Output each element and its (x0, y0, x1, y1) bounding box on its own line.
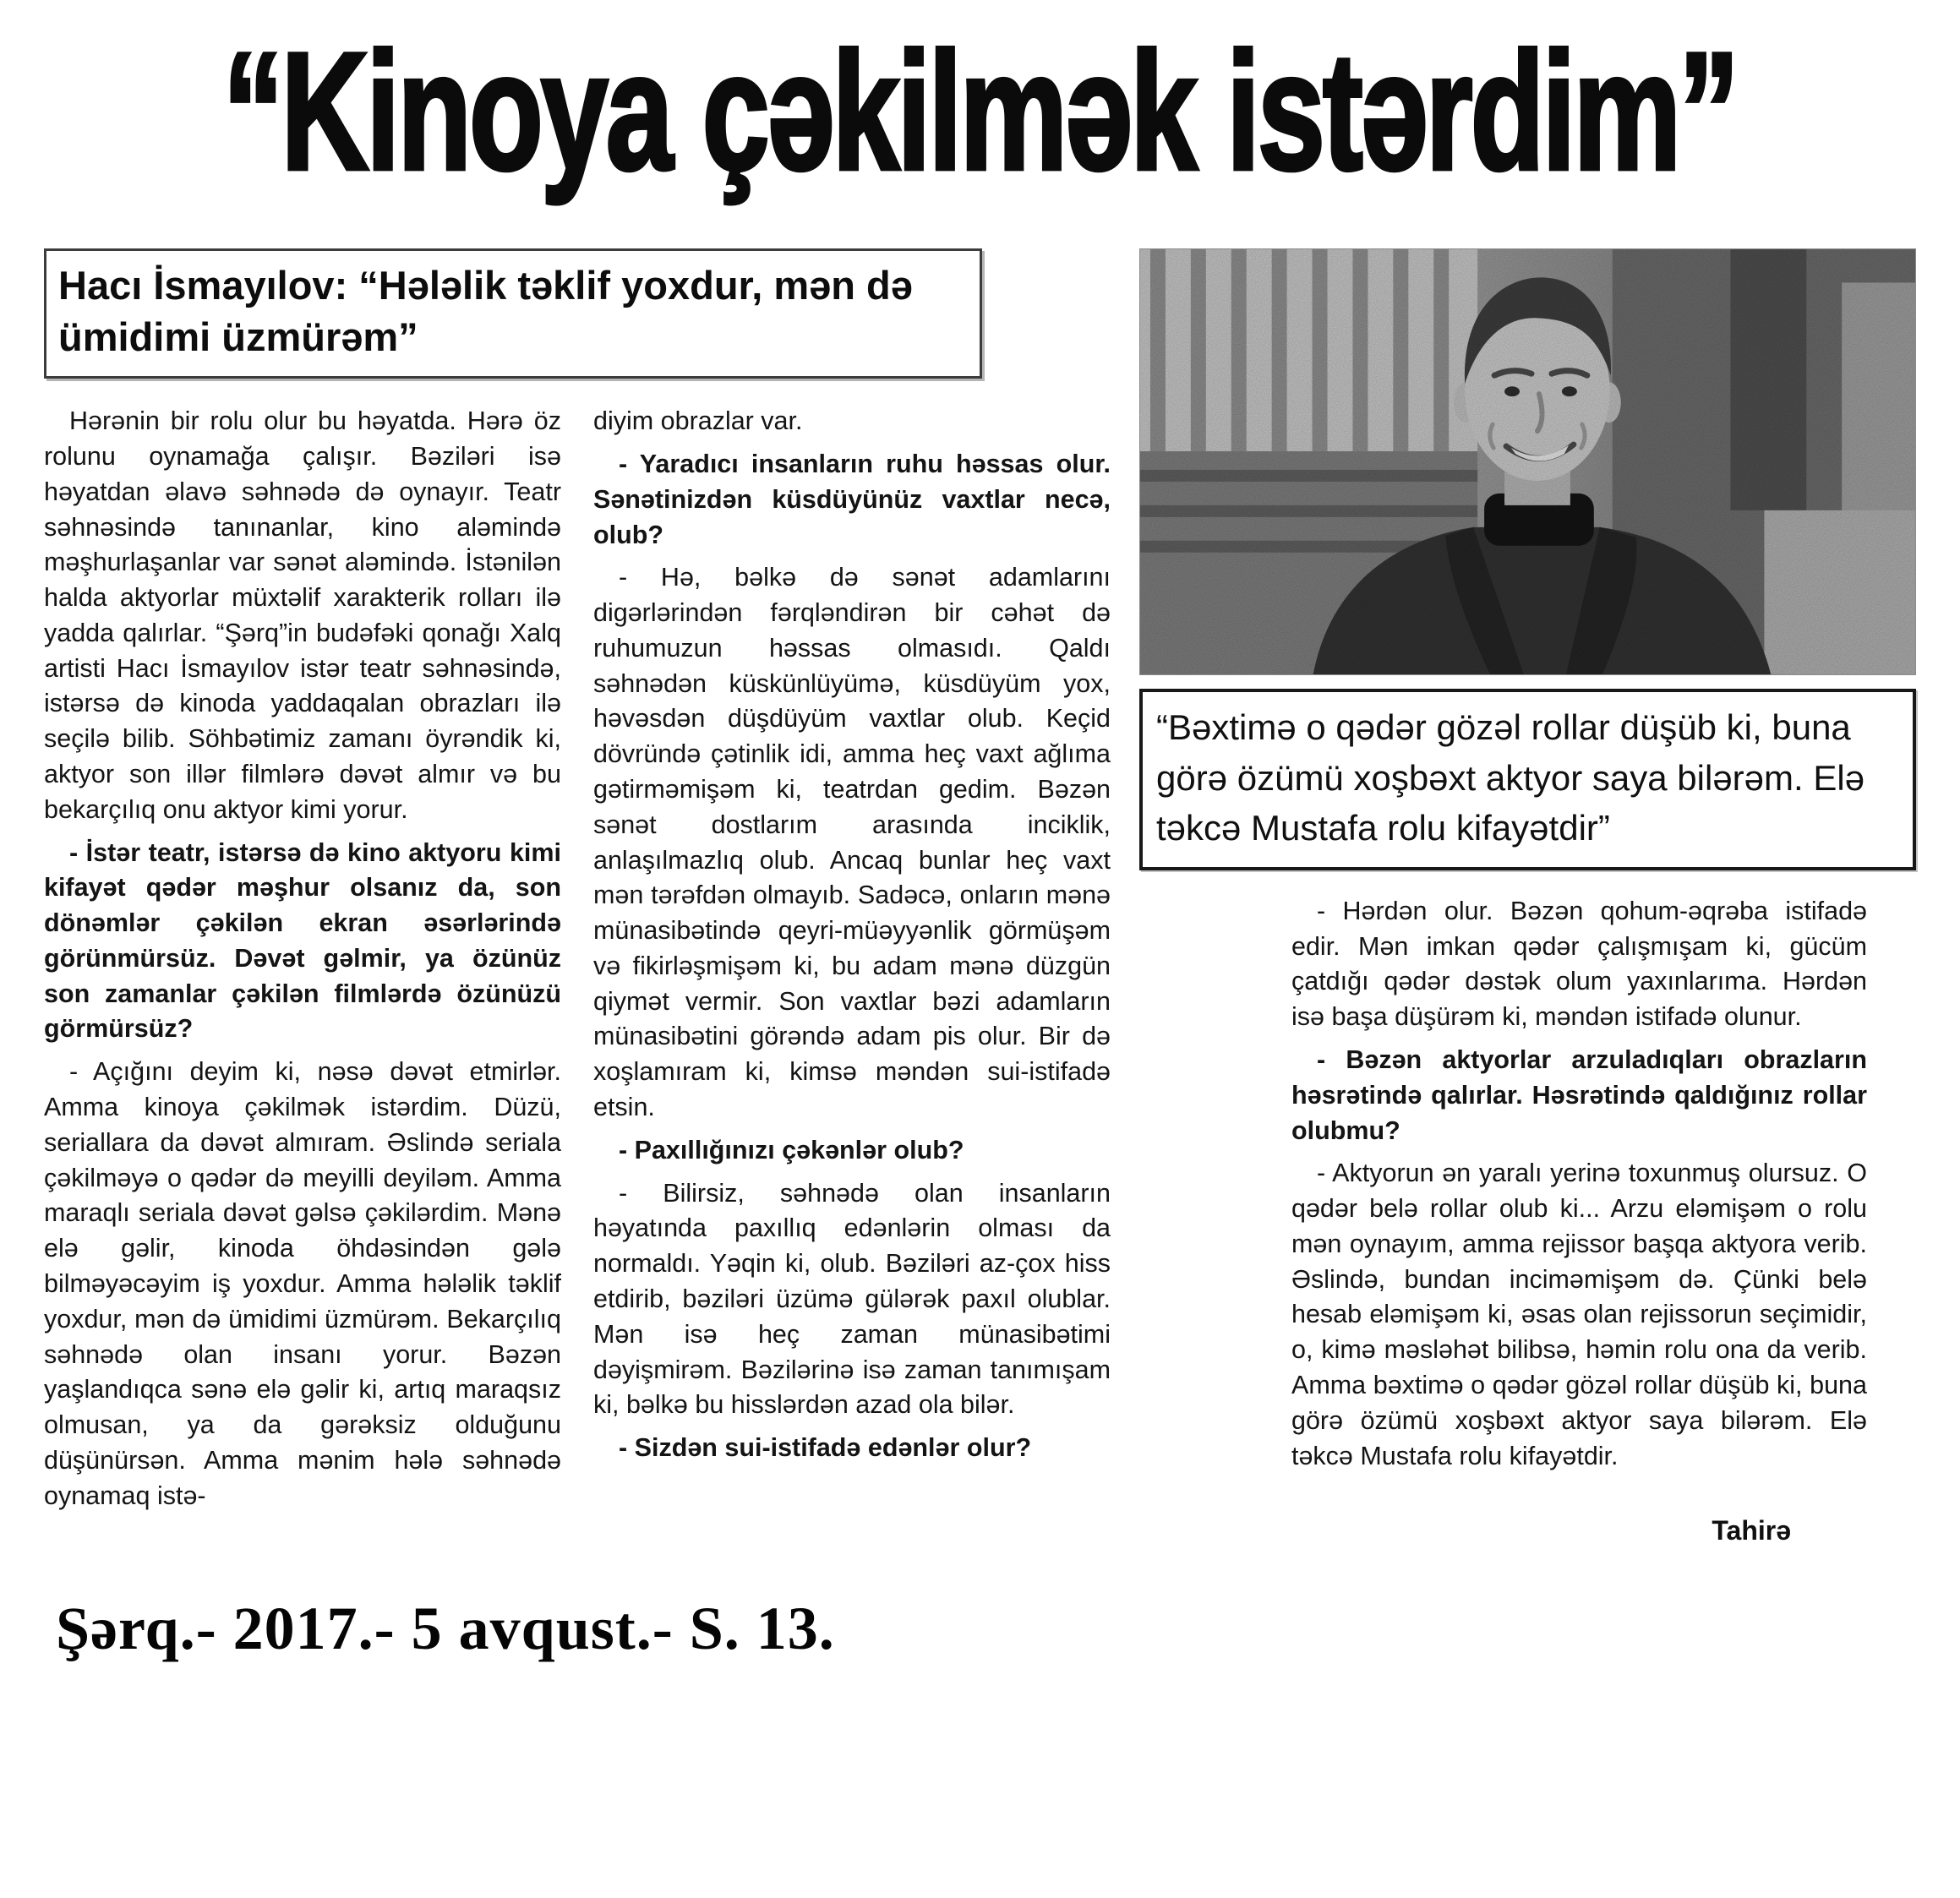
source-citation: Şərq.- 2017.- 5 avqust.- S. 13. (56, 1595, 835, 1663)
answer-paragraph: - Aktyorun ən yaralı yerinə toxunmuş olursuz. O qədər belə rollar olub ki... Arzu eləmişəm o rolu mən oynayım, amma rejissor başqa aktyora verib. Əslində, bundan inciməmişəm də. Çünki belə hesab eləmişəm ki, əsas olan rejissorun seçimidir, o, kimə məsləhət bilibsə, həmin rolu ona da verib. Amma bəxtimə o qədər gözəl rollar düşüb ki, buna görə özümü xoşbəxt aktyor saya bilərəm. Elə təkcə Mustafa rolu kifayətdir. (1291, 1159, 1867, 1470)
headline: “Kinoya çəkilmək istərdim” (222, 18, 1738, 205)
answer-paragraph: - Hə, bəlkə də sənət adamlarını digərlərindən fərqləndirən bir cəhət də ruhumuzun həssas olmasıdı. Qaldı səhnədən küskünlüyümə, küsdüyüm yox, həvəsdən düşdüyüm vaxtlar olub. Keçid dövründə çətinlik idi, amma heç vaxt ağlıma gətirməmişəm ki, teatrdan gedim. Bəzən sənət dostlarım arasında inciklik, anlaşılmazlıq olub. Ancaq bunlar heç vaxt mən tərəfdən olmayıb. Sadəcə, onların mənə münasibətində qeyri-müəyyənlik görmüşəm və fikirləşmişəm ki, bu adam mənə düzgün qiymət vermir. Son vaxtlar bəzi adamların münasibətini görəndə adam pis olur. Bir də xoşlamıram ki, kimsə məndən sui-istifadə etsin. (593, 563, 1111, 1122)
answer-paragraph: - Bilirsiz, səhnədə olan insanların həyatında paxıllıq edənlərin olması da normaldı. Yəqin ki, olub. Bəziləri az-çox hiss etdirib, bəziləri üzümə gülərək paxıl olublar. Mən isə heç zaman münasibətimi dəyişmirəm. Bəzilərinə isə zaman tanımışam ki, bəlkə bu hisslərdən azad ola bilər. (593, 1178, 1111, 1420)
continuation-paragraph: diyim obrazlar var. (593, 406, 803, 436)
answer-paragraph: - Hərdən olur. Bəzən qohum-əqrəba istifadə edir. Mən imkan qədər çalışmışam ki, gücüm çatdığı qədər dəstək olum yaxınlarıma. Hərdən isə başa düşürəm ki, məndən istifadə olunur. (1291, 896, 1867, 1032)
subhead-box (44, 248, 982, 379)
question-paragraph: - Paxıllığınızı çəkənlər olub? (619, 1135, 964, 1164)
question-paragraph: - Yaradıcı insanların ruhu həssas olur. Sənətinizdən küsdüyünüz vaxtlar necə, olub? (593, 449, 1111, 549)
question-paragraph: - İstər teatr, istərsə də kino aktyoru kimi kifayət qədər məşhur olsanız da, son dönəmlər çəkilən ekran əsərlərində görünmürsüz. Dəvət gəlmir, ya özünüz son zamanlar çəkilən filmlərdə özünüzü görmürsüz? (44, 837, 561, 1044)
subhead: Hacı İsmayılov: “Hələlik təklif yoxdur, mən də ümidimi üzmürəm” (58, 263, 913, 360)
answer-paragraph: - Açığını deyim ki, nəsə dəvət etmirlər. Amma kinoya çəkilmək istərdim. Düzü, seriallara da dəvət almıram. Əslində seriala çəkilməyə o qədər də meyilli deyiləm. Amma maraqlı seriala dəvət gəlsə çəkilərdim. Mənə elə gəlir, kinoda öhdəsindən gələ bilməyəcəyim iş yoxdur. Amma hələlik təklif yoxdur, mən də ümidimi üzmürəm. Bekarçılıq səhnədə olan insanı yorur. Bəzən yaşlandıqca sənə elə gəlir ki, artıq maraqsız olmusan, ya da gərəksiz olduğunu düşünürsən. Amma mənim hələ səhnədə oynamaq istə- (44, 1057, 561, 1510)
question-paragraph: - Sizdən sui-istifadə edənlər olur? (619, 1433, 1032, 1463)
right-section (1139, 248, 1916, 1546)
portrait-photo-art (1140, 249, 1915, 674)
pull-quote: “Bəxtimə o qədər gözəl rollar düşüb ki, buna görə özümü xoşbəxt aktyor saya bilərəm. Elə təkcə Mustafa rolu kifayətdir” (1156, 707, 1865, 848)
headline-block (44, 12, 1916, 213)
byline: Tahirə (1712, 1515, 1791, 1546)
article-content (44, 248, 1916, 1546)
column-2 (593, 404, 1111, 1521)
pull-quote-box (1139, 689, 1916, 870)
question-paragraph: - Bəzən aktyorlar arzuladıqları obrazların həsrətində qalırlar. Həsrətində qaldığınız rollar olubmu? (1291, 1045, 1867, 1145)
column-1 (44, 404, 561, 1521)
left-section (44, 248, 1111, 1521)
text-columns (44, 404, 1111, 1521)
portrait-photo (1139, 248, 1916, 675)
intro-paragraph: Hərənin bir rolu olur bu həyatda. Hərə öz rolunu oynamağa çalışır. Bəziləri isə həyatdan əlavə səhnədə də oynayır. Teatr səhnəsində tanınanlar, kino aləmində məşhurlaşanlar var sənət aləmində. İstənilən halda aktyorlar müxtəlif xarakterik rolları ilə yadda qalırlar. “Şərq”in budəfəki qonağı Xalq artisti Hacı İsmayılov istər teatr səhnəsində, istərsə də kinoda yaddaqalan obrazları ilə seçilə bilib. Söhbətimiz zamanı öyrəndik ki, aktyor son illər filmlərə dəvət almır və bu bekarçılıq onu aktyor kimi yorur. (44, 406, 561, 824)
column-3 (1139, 870, 1916, 1482)
grain-overlay (1140, 249, 1915, 674)
